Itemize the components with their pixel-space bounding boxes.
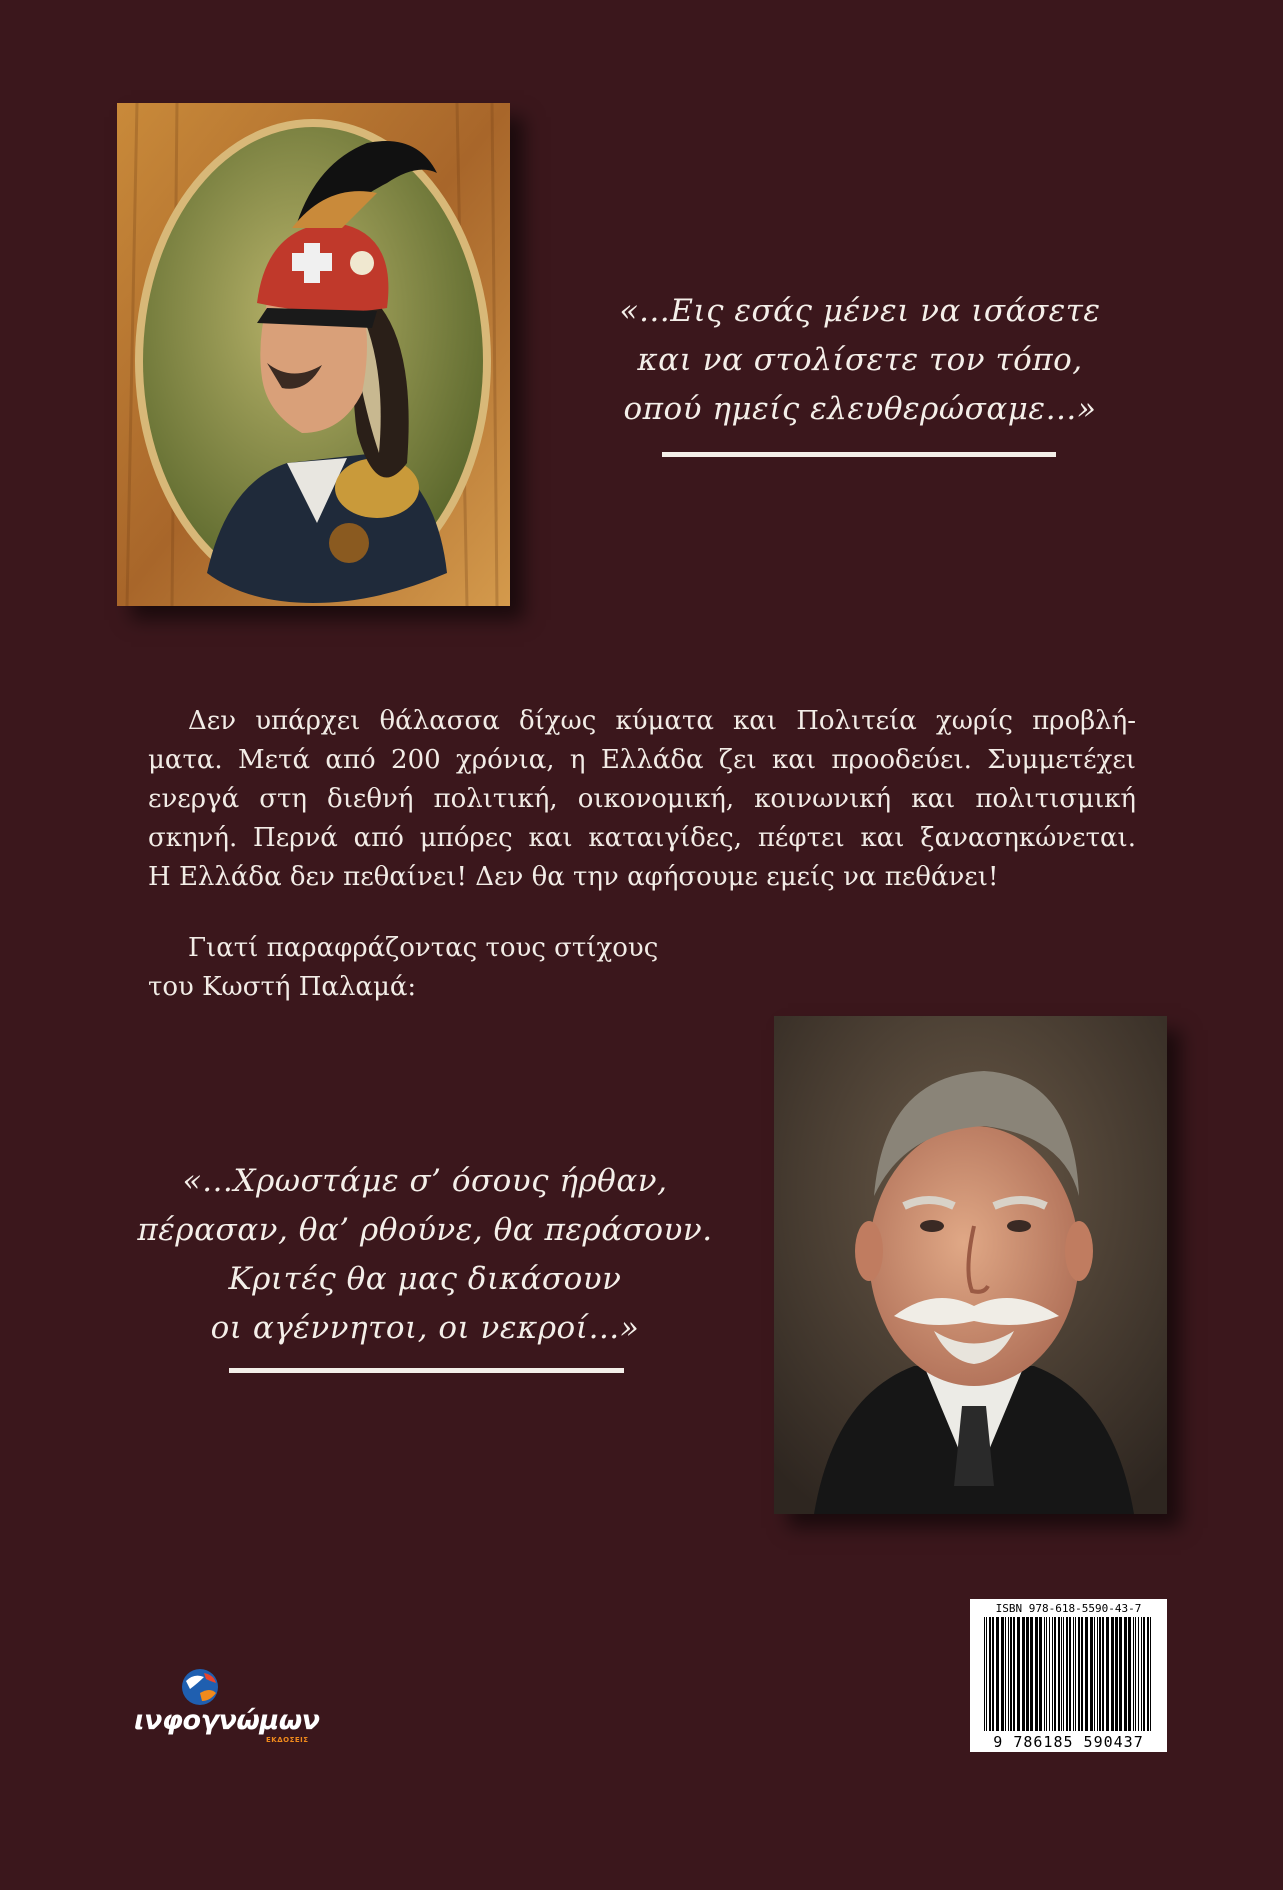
quote-line: οι αγέννητοι, οι νεκροί…»: [210, 1310, 640, 1346]
barcode-bar: [1005, 1617, 1006, 1731]
quote-line: πέρασαν, θα’ ρθούνε, θα περάσουν.: [137, 1212, 713, 1248]
barcode-bar: [1102, 1617, 1104, 1731]
paragraph-line: του Κωστή Παλαμά:: [148, 972, 417, 1002]
barcode-bar: [1026, 1617, 1029, 1731]
barcode-bar: [1008, 1617, 1009, 1731]
barcode-bar: [1063, 1617, 1064, 1731]
barcode-bar: [1073, 1617, 1074, 1731]
barcode-bar: [1044, 1617, 1045, 1731]
barcode-bar: [1078, 1617, 1080, 1731]
barcode-bar: [1058, 1617, 1060, 1731]
barcode-bar: [1010, 1617, 1012, 1731]
barcode-bar: [1013, 1617, 1015, 1731]
paragraph-line: ενεργά στη διεθνή πολιτική, οικονομική, κοινωνική και πολιτισμική: [148, 784, 1136, 814]
quote-line: οπού ημείς ελευθερώσαμε…»: [623, 391, 1097, 427]
barcode-bar: [1081, 1617, 1083, 1731]
publisher-subtitle: ΕΚΔΟΣΕΙΣ: [266, 1736, 309, 1744]
intro-paragraph: [148, 929, 768, 1007]
barcode-bar: [1061, 1617, 1062, 1731]
portrait-image-top: [117, 103, 510, 606]
barcode-bar: [1049, 1617, 1050, 1731]
paragraph-line: ματα. Μετά από 200 χρόνια, η Ελλάδα ζει και προοδεύει. Συμμετέχει: [148, 745, 1136, 775]
barcode-bar: [1075, 1617, 1076, 1731]
barcode-bar: [986, 1617, 987, 1731]
paragraph-line: σκηνή. Περνά από μπόρες και καταιγίδες, πέφτει και ξανασηκώνεται.: [148, 823, 1136, 853]
barcode-bar: [1133, 1617, 1134, 1731]
barcode-bar: [1046, 1617, 1047, 1731]
barcode-bar: [1111, 1617, 1114, 1731]
barcode-bar: [1090, 1617, 1093, 1731]
paragraph-line: Η Ελλάδα δεν πεθαίνει! Δεν θα την αφήσουμε εμείς να πεθάνει!: [148, 862, 999, 892]
barcode-bar: [1138, 1617, 1139, 1731]
barcode-bar: [1001, 1617, 1004, 1731]
barcode-bar: [996, 1617, 999, 1731]
quote-line: Κριτές θα μας δικάσουν: [228, 1261, 622, 1297]
quote-kolokotronis: [590, 287, 1130, 434]
barcode-bar: [1066, 1617, 1068, 1731]
isbn-label: ISBN 978-618-5590-43-7: [995, 1602, 1142, 1615]
barcode-bar: [984, 1617, 985, 1731]
barcode-bar: [1030, 1617, 1033, 1731]
barcode-bar: [1069, 1617, 1071, 1731]
blurb-paragraph: [148, 702, 1136, 897]
barcode-bar: [1119, 1617, 1122, 1731]
barcode-bar: [1128, 1617, 1131, 1731]
barcode-digits: 9 786185 590437: [993, 1733, 1144, 1751]
publisher-logo: [134, 1667, 334, 1747]
barcode-bar: [992, 1617, 994, 1731]
barcode-bar: [1052, 1617, 1053, 1731]
barcode-bar: [1106, 1617, 1109, 1731]
barcode-bar: [1022, 1617, 1025, 1731]
paragraph-line: Γιατί παραφράζοντας τους στίχους: [188, 933, 659, 963]
barcode-bar: [1039, 1617, 1042, 1731]
barcode-bars: [984, 1617, 1154, 1731]
barcode-bar: [1097, 1617, 1098, 1731]
divider-rule-top: [662, 452, 1056, 457]
barcode-bar: [1099, 1617, 1101, 1731]
globe-icon: [178, 1667, 222, 1707]
quote-palamas: [120, 1157, 730, 1353]
barcode-bar: [1054, 1617, 1056, 1731]
publisher-name: ινφογνώμων: [134, 1705, 320, 1736]
divider-rule-bottom: [229, 1368, 624, 1373]
barcode-bar: [1143, 1617, 1145, 1731]
isbn-barcode: [970, 1599, 1167, 1752]
barcode-bar: [1115, 1617, 1118, 1731]
barcode-bar: [1141, 1617, 1142, 1731]
portrait-image-bottom: [774, 1016, 1167, 1514]
barcode-bar: [1035, 1617, 1038, 1731]
quote-line: «…Χρωστάμε σ’ όσους ήρθαν,: [182, 1163, 668, 1199]
barcode-bar: [1085, 1617, 1088, 1731]
barcode-bar: [1124, 1617, 1127, 1731]
barcode-bar: [1150, 1617, 1151, 1731]
barcode-bar: [989, 1617, 991, 1731]
quote-line: «…Εις εσάς μένει να ισάσετε: [619, 293, 1101, 329]
paragraph-line: Δεν υπάρχει θάλασσα δίχως κύματα και Πολιτεία χωρίς προβλή-: [188, 706, 1136, 736]
barcode-bar: [1147, 1617, 1149, 1731]
barcode-bar: [1017, 1617, 1020, 1731]
quote-line: και να στολίσετε τον τόπο,: [637, 342, 1083, 378]
barcode-bar: [1094, 1617, 1095, 1731]
barcode-bar: [1135, 1617, 1136, 1731]
